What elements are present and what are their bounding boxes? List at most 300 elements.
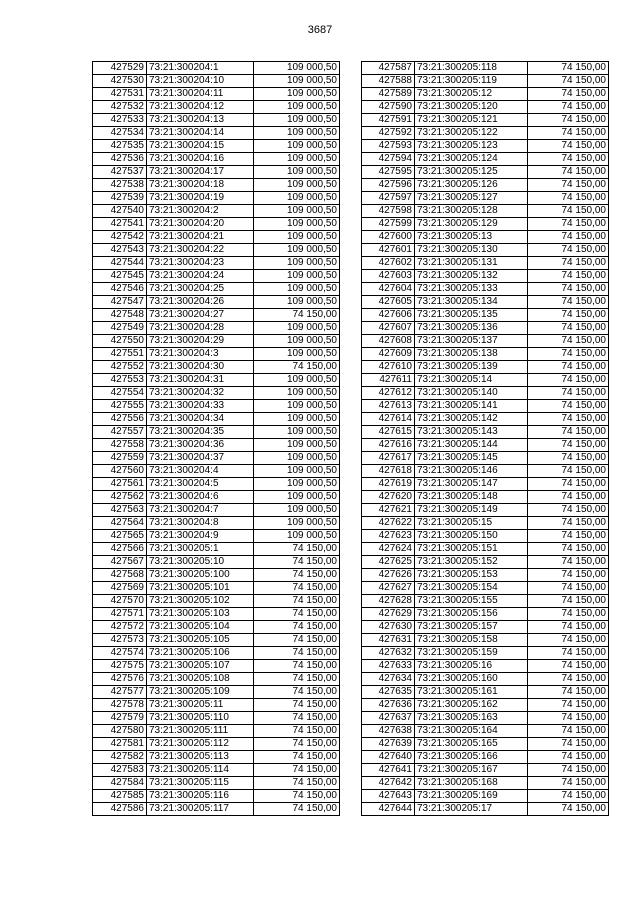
cadastral-number-cell: 73:21:300205:156 [415,608,528,621]
amount-cell: 74 150,00 [528,88,609,101]
row-number-cell: 427611 [362,374,415,387]
row-number-cell: 427568 [93,569,147,582]
table-body [362,62,609,816]
table-row [93,751,340,764]
row-number-cell: 427599 [362,218,415,231]
cadastral-number-cell: 73:21:300205:132 [415,270,528,283]
row-number-cell: 427580 [93,725,147,738]
amount-cell: 109 000,50 [254,283,340,296]
table-row [362,283,609,296]
amount-cell: 74 150,00 [254,634,340,647]
table-row [362,439,609,452]
amount-cell: 74 150,00 [528,400,609,413]
table-row [362,374,609,387]
amount-cell: 109 000,50 [254,179,340,192]
amount-cell: 74 150,00 [254,790,340,803]
cadastral-number-cell: 73:21:300205:15 [415,517,528,530]
cadastral-number-cell: 73:21:300204:17 [147,166,254,179]
cadastral-number-cell: 73:21:300205:1 [147,543,254,556]
cadastral-number-cell: 73:21:300204:11 [147,88,254,101]
amount-cell: 109 000,50 [254,335,340,348]
row-number-cell: 427564 [93,517,147,530]
amount-cell: 74 150,00 [528,257,609,270]
row-number-cell: 427539 [93,192,147,205]
table-row [362,530,609,543]
table-row [93,478,340,491]
row-number-cell: 427619 [362,478,415,491]
table-row [93,374,340,387]
cadastral-number-cell: 73:21:300205:152 [415,556,528,569]
table-row [93,673,340,686]
cadastral-number-cell: 73:21:300205:154 [415,582,528,595]
table-row [93,595,340,608]
table-row [362,699,609,712]
cadastral-number-cell: 73:21:300204:4 [147,465,254,478]
cadastral-number-cell: 73:21:300204:24 [147,270,254,283]
cadastral-number-cell: 73:21:300204:19 [147,192,254,205]
cadastral-number-cell: 73:21:300205:129 [415,218,528,231]
amount-cell: 74 150,00 [254,309,340,322]
cadastral-number-cell: 73:21:300205:127 [415,192,528,205]
amount-cell: 74 150,00 [528,491,609,504]
cadastral-number-cell: 73:21:300205:167 [415,764,528,777]
row-number-cell: 427631 [362,634,415,647]
cadastral-number-cell: 73:21:300205:105 [147,634,254,647]
amount-cell: 109 000,50 [254,413,340,426]
cadastral-number-cell: 73:21:300205:100 [147,569,254,582]
row-number-cell: 427637 [362,712,415,725]
table-row [362,660,609,673]
cadastral-number-cell: 73:21:300205:157 [415,621,528,634]
table-row [93,712,340,725]
cadastral-number-cell: 73:21:300205:126 [415,179,528,192]
cadastral-number-cell: 73:21:300205:103 [147,608,254,621]
table-row [362,62,609,75]
cadastral-number-cell: 73:21:300204:21 [147,231,254,244]
amount-cell: 74 150,00 [528,712,609,725]
cadastral-number-cell: 73:21:300205:159 [415,647,528,660]
amount-cell: 109 000,50 [254,127,340,140]
table-row [93,62,340,75]
cadastral-number-cell: 73:21:300204:2 [147,205,254,218]
amount-cell: 109 000,50 [254,322,340,335]
amount-cell: 109 000,50 [254,231,340,244]
cadastral-number-cell: 73:21:300205:145 [415,452,528,465]
table-row [362,309,609,322]
amount-cell: 74 150,00 [528,361,609,374]
table-row [362,426,609,439]
cadastral-number-cell: 73:21:300205:108 [147,673,254,686]
amount-cell: 74 150,00 [528,478,609,491]
cadastral-number-cell: 73:21:300205:142 [415,413,528,426]
cadastral-number-cell: 73:21:300205:119 [415,75,528,88]
amount-cell: 74 150,00 [254,569,340,582]
cadastral-number-cell: 73:21:300204:22 [147,244,254,257]
amount-cell: 74 150,00 [528,283,609,296]
amount-cell: 74 150,00 [528,348,609,361]
row-number-cell: 427534 [93,127,147,140]
row-number-cell: 427613 [362,400,415,413]
table-row [93,140,340,153]
row-number-cell: 427593 [362,140,415,153]
cadastral-number-cell: 73:21:300205:163 [415,712,528,725]
row-number-cell: 427610 [362,361,415,374]
table-row [93,556,340,569]
amount-cell: 109 000,50 [254,166,340,179]
table-row [362,140,609,153]
table-row [362,75,609,88]
row-number-cell: 427567 [93,556,147,569]
amount-cell: 74 150,00 [528,569,609,582]
cadastral-number-cell: 73:21:300205:113 [147,751,254,764]
table-row [93,218,340,231]
row-number-cell: 427641 [362,764,415,777]
cadastral-number-cell: 73:21:300204:37 [147,452,254,465]
cadastral-number-cell: 73:21:300205:133 [415,283,528,296]
amount-cell: 74 150,00 [528,335,609,348]
amount-cell: 74 150,00 [254,803,340,816]
cadastral-number-cell: 73:21:300205:164 [415,725,528,738]
table-row [93,192,340,205]
row-number-cell: 427616 [362,439,415,452]
cadastral-number-cell: 73:21:300205:128 [415,205,528,218]
row-number-cell: 427578 [93,699,147,712]
cadastral-number-cell: 73:21:300204:13 [147,114,254,127]
row-number-cell: 427644 [362,803,415,816]
cadastral-number-cell: 73:21:300205:110 [147,712,254,725]
cadastral-number-cell: 73:21:300205:118 [415,62,528,75]
table-row [362,595,609,608]
amount-cell: 74 150,00 [254,608,340,621]
amount-cell: 74 150,00 [528,504,609,517]
amount-cell: 74 150,00 [254,556,340,569]
row-number-cell: 427622 [362,517,415,530]
amount-cell: 74 150,00 [528,738,609,751]
row-number-cell: 427562 [93,491,147,504]
row-number-cell: 427548 [93,309,147,322]
row-number-cell: 427555 [93,400,147,413]
row-number-cell: 427582 [93,751,147,764]
cadastral-number-cell: 73:21:300205:11 [147,699,254,712]
table-row [93,634,340,647]
amount-cell: 109 000,50 [254,517,340,530]
amount-cell: 109 000,50 [254,153,340,166]
row-number-cell: 427597 [362,192,415,205]
data-table-left [92,61,340,816]
amount-cell: 74 150,00 [254,764,340,777]
table-row [93,764,340,777]
table-row [93,153,340,166]
row-number-cell: 427535 [93,140,147,153]
row-number-cell: 427604 [362,283,415,296]
table-row [362,335,609,348]
table-row [93,803,340,816]
amount-cell: 74 150,00 [528,517,609,530]
table-row [362,712,609,725]
amount-cell: 109 000,50 [254,465,340,478]
cadastral-number-cell: 73:21:300205:155 [415,595,528,608]
row-number-cell: 427533 [93,114,147,127]
row-number-cell: 427643 [362,790,415,803]
row-number-cell: 427540 [93,205,147,218]
cadastral-number-cell: 73:21:300205:169 [415,790,528,803]
amount-cell: 109 000,50 [254,62,340,75]
row-number-cell: 427642 [362,777,415,790]
row-number-cell: 427617 [362,452,415,465]
row-number-cell: 427586 [93,803,147,816]
row-number-cell: 427608 [362,335,415,348]
cadastral-number-cell: 73:21:300205:144 [415,439,528,452]
amount-cell: 74 150,00 [254,673,340,686]
amount-cell: 74 150,00 [254,725,340,738]
amount-cell: 74 150,00 [254,777,340,790]
amount-cell: 109 000,50 [254,504,340,517]
table-row [362,101,609,114]
table-row [93,413,340,426]
cadastral-number-cell: 73:21:300205:153 [415,569,528,582]
amount-cell: 74 150,00 [528,621,609,634]
row-number-cell: 427558 [93,439,147,452]
table-row [362,647,609,660]
table-row [93,309,340,322]
cadastral-number-cell: 73:21:300205:107 [147,660,254,673]
row-number-cell: 427603 [362,270,415,283]
amount-cell: 74 150,00 [528,413,609,426]
amount-cell: 74 150,00 [528,192,609,205]
amount-cell: 74 150,00 [254,647,340,660]
table-row [362,621,609,634]
cadastral-number-cell: 73:21:300204:5 [147,478,254,491]
cadastral-number-cell: 73:21:300205:101 [147,582,254,595]
amount-cell: 74 150,00 [528,75,609,88]
table-row [362,153,609,166]
cadastral-number-cell: 73:21:300204:26 [147,296,254,309]
cadastral-number-cell: 73:21:300204:15 [147,140,254,153]
table-row [93,101,340,114]
cadastral-number-cell: 73:21:300204:6 [147,491,254,504]
row-number-cell: 427636 [362,699,415,712]
cadastral-number-cell: 73:21:300205:122 [415,127,528,140]
row-number-cell: 427557 [93,426,147,439]
row-number-cell: 427537 [93,166,147,179]
amount-cell: 74 150,00 [254,582,340,595]
cadastral-number-cell: 73:21:300204:20 [147,218,254,231]
row-number-cell: 427640 [362,751,415,764]
table-row [93,491,340,504]
amount-cell: 74 150,00 [254,595,340,608]
amount-cell: 74 150,00 [528,101,609,114]
cadastral-number-cell: 73:21:300204:28 [147,322,254,335]
row-number-cell: 427550 [93,335,147,348]
table-row [362,231,609,244]
row-number-cell: 427531 [93,88,147,101]
amount-cell: 74 150,00 [528,387,609,400]
table-row [362,569,609,582]
row-number-cell: 427628 [362,595,415,608]
amount-cell: 74 150,00 [528,790,609,803]
row-number-cell: 427532 [93,101,147,114]
table-row [362,257,609,270]
table-row [93,465,340,478]
amount-cell: 74 150,00 [528,179,609,192]
cadastral-number-cell: 73:21:300204:33 [147,400,254,413]
cadastral-number-cell: 73:21:300205:151 [415,543,528,556]
row-number-cell: 427638 [362,725,415,738]
row-number-cell: 427575 [93,660,147,673]
row-number-cell: 427574 [93,647,147,660]
row-number-cell: 427605 [362,296,415,309]
table-row [362,322,609,335]
amount-cell: 109 000,50 [254,218,340,231]
amount-cell: 74 150,00 [528,114,609,127]
amount-cell: 109 000,50 [254,478,340,491]
table-row [362,764,609,777]
table-row [362,244,609,257]
table-row [93,439,340,452]
cadastral-number-cell: 73:21:300205:111 [147,725,254,738]
row-number-cell: 427639 [362,738,415,751]
row-number-cell: 427553 [93,374,147,387]
cadastral-number-cell: 73:21:300205:102 [147,595,254,608]
amount-cell: 74 150,00 [528,231,609,244]
table-row [362,179,609,192]
table-row [93,543,340,556]
table-row [93,335,340,348]
cadastral-number-cell: 73:21:300205:16 [415,660,528,673]
table-row [362,673,609,686]
cadastral-number-cell: 73:21:300204:14 [147,127,254,140]
table-row [93,777,340,790]
cadastral-number-cell: 73:21:300205:13 [415,231,528,244]
cadastral-number-cell: 73:21:300205:117 [147,803,254,816]
row-number-cell: 427588 [362,75,415,88]
cadastral-number-cell: 73:21:300205:121 [415,114,528,127]
row-number-cell: 427544 [93,257,147,270]
amount-cell: 74 150,00 [254,686,340,699]
amount-cell: 109 000,50 [254,296,340,309]
cadastral-number-cell: 73:21:300205:104 [147,621,254,634]
cadastral-number-cell: 73:21:300205:130 [415,244,528,257]
table-row [93,127,340,140]
amount-cell: 74 150,00 [528,426,609,439]
amount-cell: 109 000,50 [254,114,340,127]
row-number-cell: 427541 [93,218,147,231]
cadastral-number-cell: 73:21:300205:141 [415,400,528,413]
amount-cell: 74 150,00 [528,634,609,647]
amount-cell: 74 150,00 [528,127,609,140]
row-number-cell: 427595 [362,166,415,179]
table-row [93,569,340,582]
cadastral-number-cell: 73:21:300205:149 [415,504,528,517]
cadastral-number-cell: 73:21:300205:114 [147,764,254,777]
cadastral-number-cell: 73:21:300204:31 [147,374,254,387]
table-row [93,244,340,257]
cadastral-number-cell: 73:21:300205:148 [415,491,528,504]
row-number-cell: 427607 [362,322,415,335]
cadastral-number-cell: 73:21:300204:34 [147,413,254,426]
cadastral-number-cell: 73:21:300204:7 [147,504,254,517]
amount-cell: 109 000,50 [254,88,340,101]
table-row [93,270,340,283]
cadastral-number-cell: 73:21:300204:23 [147,257,254,270]
table-row [362,127,609,140]
row-number-cell: 427594 [362,153,415,166]
cadastral-number-cell: 73:21:300204:18 [147,179,254,192]
amount-cell: 109 000,50 [254,387,340,400]
row-number-cell: 427624 [362,543,415,556]
cadastral-number-cell: 73:21:300204:35 [147,426,254,439]
table-row [362,413,609,426]
cadastral-number-cell: 73:21:300204:32 [147,387,254,400]
row-number-cell: 427543 [93,244,147,257]
row-number-cell: 427620 [362,491,415,504]
amount-cell: 74 150,00 [528,153,609,166]
cadastral-number-cell: 73:21:300204:3 [147,348,254,361]
table-row [93,426,340,439]
table-row [93,608,340,621]
row-number-cell: 427584 [93,777,147,790]
table-row [93,660,340,673]
row-number-cell: 427581 [93,738,147,751]
row-number-cell: 427559 [93,452,147,465]
row-number-cell: 427598 [362,205,415,218]
cadastral-number-cell: 73:21:300204:9 [147,530,254,543]
amount-cell: 74 150,00 [528,530,609,543]
row-number-cell: 427615 [362,426,415,439]
cadastral-number-cell: 73:21:300205:140 [415,387,528,400]
amount-cell: 74 150,00 [254,699,340,712]
amount-cell: 109 000,50 [254,400,340,413]
amount-cell: 74 150,00 [528,660,609,673]
row-number-cell: 427545 [93,270,147,283]
table-row [93,530,340,543]
table-row [93,699,340,712]
page-number: 3687 [307,24,333,36]
amount-cell: 109 000,50 [254,491,340,504]
row-number-cell: 427635 [362,686,415,699]
row-number-cell: 427602 [362,257,415,270]
row-number-cell: 427572 [93,621,147,634]
amount-cell: 109 000,50 [254,75,340,88]
row-number-cell: 427612 [362,387,415,400]
row-number-cell: 427549 [93,322,147,335]
table-row [93,686,340,699]
cadastral-number-cell: 73:21:300205:124 [415,153,528,166]
row-number-cell: 427627 [362,582,415,595]
cadastral-number-cell: 73:21:300205:168 [415,777,528,790]
table-row [362,751,609,764]
row-number-cell: 427621 [362,504,415,517]
cadastral-number-cell: 73:21:300205:150 [415,530,528,543]
cadastral-number-cell: 73:21:300205:160 [415,673,528,686]
amount-cell: 74 150,00 [254,621,340,634]
table-row [362,608,609,621]
table-row [362,504,609,517]
amount-cell: 74 150,00 [528,62,609,75]
cadastral-number-cell: 73:21:300205:139 [415,361,528,374]
table-row [362,517,609,530]
amount-cell: 74 150,00 [528,595,609,608]
amount-cell: 74 150,00 [528,725,609,738]
amount-cell: 74 150,00 [254,361,340,374]
table-row [93,114,340,127]
cadastral-number-cell: 73:21:300205:123 [415,140,528,153]
table-row [362,114,609,127]
row-number-cell: 427600 [362,231,415,244]
table-row [362,166,609,179]
row-number-cell: 427536 [93,153,147,166]
amount-cell: 109 000,50 [254,348,340,361]
